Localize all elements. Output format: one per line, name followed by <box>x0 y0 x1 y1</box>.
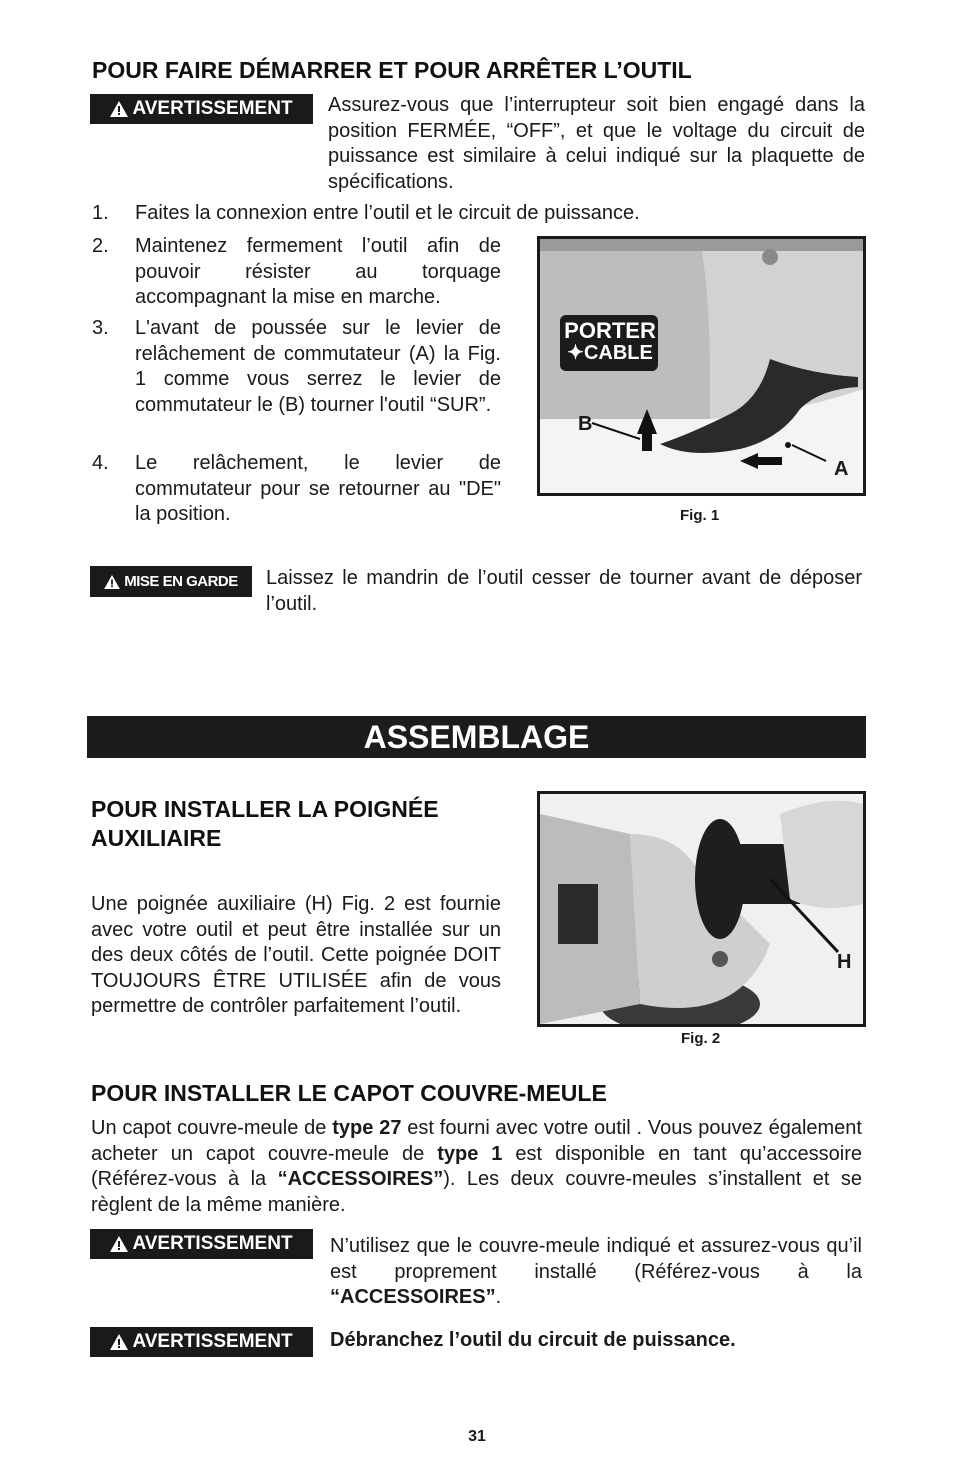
figure-1-switch-photo <box>537 236 866 496</box>
figure-2-caption: Fig. 2 <box>681 1030 721 1047</box>
step-number: 4. <box>92 452 109 474</box>
step-text: L'avant de poussée sur le levier de relâchement de commutateur (A) la Fig. 1 comme vous serrez le levier de commutateur le (B) tourner l'outil “SUR”. <box>135 317 501 416</box>
warning-label: AVERTISSEMENT <box>132 98 293 119</box>
section-title-auxiliary-handle: POUR INSTALLER LA POIGNÉE AUXILIAIRE <box>91 796 439 851</box>
section-title-wheel-guard: POUR INSTALLER LE CAPOT COUVRE-MEULE <box>91 1080 607 1106</box>
warning-label: AVERTISSEMENT <box>132 1331 293 1352</box>
warning-guard-text: N’utilisez que le couvre-meule indiqué et assurez-vous qu’il est proprement installé (Référez-vous à la “ACCESSOIRES”. <box>330 1235 862 1308</box>
list-item <box>92 316 501 418</box>
step-text: Le relâchement, le levier de commutateur pour se retourner au "DE" la position. <box>135 452 501 525</box>
warning-triangle-icon <box>110 1236 128 1252</box>
step-text: Maintenez fermement l’outil afin de pouvoir résister au torquage accompagnant la mise en marche. <box>135 235 501 308</box>
label-a: A <box>834 458 849 480</box>
section-banner-assemblage: ASSEMBLAGE <box>87 716 866 758</box>
warning-badge <box>90 1327 313 1357</box>
warning-triangle-icon <box>110 101 128 117</box>
warning-triangle-icon <box>104 575 120 589</box>
caution-badge <box>90 566 252 597</box>
grinder-handle-illustration <box>540 794 863 1024</box>
brand-logo <box>564 319 656 369</box>
page-number: 31 <box>468 1428 486 1445</box>
warning-text: Assurez-vous que l’interrupteur soit bien engagé dans la position FERMÉE, “OFF”, et que le voltage du circuit de puissance est similaire à celui indiqué sur la plaquette de spécifications. <box>328 94 865 193</box>
label-b: B <box>578 413 593 435</box>
caution-label: MISE EN GARDE <box>124 573 238 590</box>
list-item <box>92 201 865 227</box>
wheel-guard-text: Un capot couvre-meule de type 27 est fourni avec votre outil . Vous pouvez également acheter un capot couvre-meule de type 1 est disponible en tant qu’accessoire (Référez-vous à la “ACCESSOIRES”). Les deux couvre-meules s’installent et se règlent de la même manière. <box>91 1117 862 1216</box>
list-item <box>92 451 501 528</box>
step-number: 3. <box>92 317 109 339</box>
step-number: 1. <box>92 202 109 224</box>
brand-logo-top: PORTER <box>564 318 656 343</box>
warning-badge <box>90 1229 313 1259</box>
warning-triangle-icon <box>110 1334 128 1350</box>
step-number: 2. <box>92 235 109 257</box>
warning-label: AVERTISSEMENT <box>132 1233 293 1254</box>
step-text: Faites la connexion entre l’outil et le circuit de puissance. <box>135 202 640 224</box>
star-icon: ✦ <box>567 342 584 364</box>
warning-badge <box>90 94 313 124</box>
figure-2-handle-photo <box>537 791 866 1027</box>
auxiliary-handle-text: Une poignée auxiliaire (H) Fig. 2 est fournie avec votre outil et peut être installée sur un des deux côtés de l’outil. Cette poignée DOIT TOUJOURS ÊTRE UTILISÉE afin de vous permettre de contrôler parfaitement l’outil. <box>91 893 501 1017</box>
warning-unplug-text: Débranchez l’outil du circuit de puissance. <box>330 1329 736 1351</box>
label-h: H <box>837 951 852 973</box>
list-item <box>92 234 501 311</box>
caution-text: Laissez le mandrin de l’outil cesser de tourner avant de déposer l’outil. <box>266 567 862 615</box>
brand-logo-bottom: ✦CABLE <box>567 342 653 364</box>
section-title-start-stop: POUR FAIRE DÉMARRER ET POUR ARRÊTER L’OUTIL <box>92 57 692 83</box>
figure-1-caption: Fig. 1 <box>680 507 720 524</box>
